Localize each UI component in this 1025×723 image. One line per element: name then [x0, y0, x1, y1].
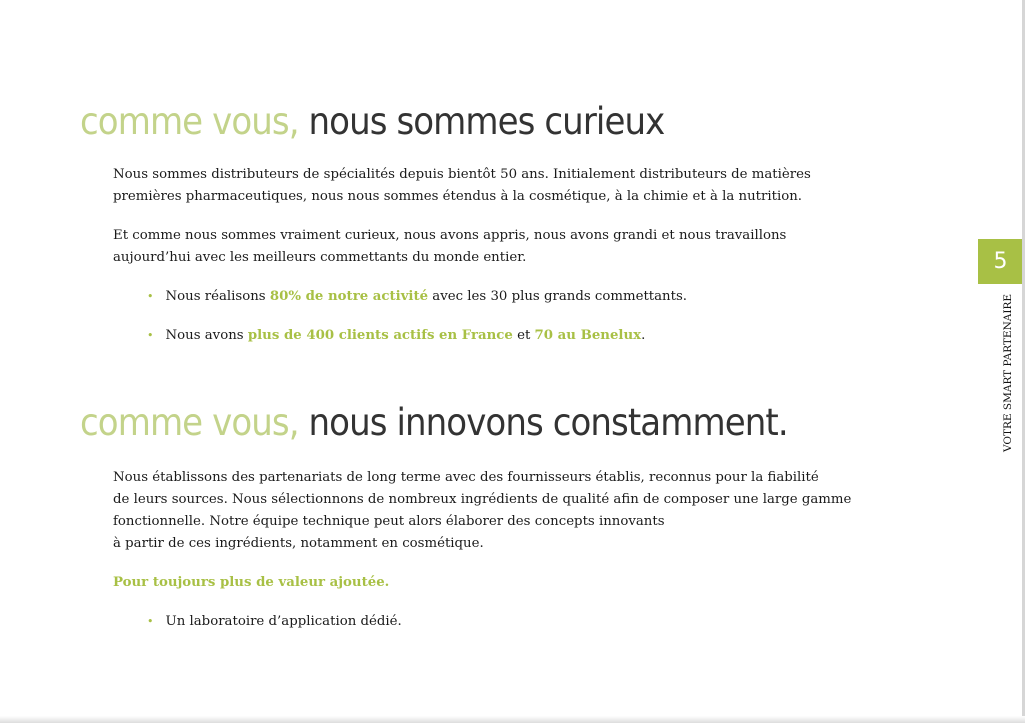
highlight: 80% de notre activité	[269, 289, 429, 304]
text-line: premières pharmaceutiques, nous nous sommes étendus à la cosmétique, à la chimie et à la nutrition.	[113, 189, 803, 204]
bullet-item	[147, 614, 402, 629]
page-number-badge: 5	[978, 239, 1023, 284]
side-label: VOTRE SMART PARTENAIRE	[1002, 293, 1014, 452]
bullet-item	[147, 328, 645, 343]
section2-highlight: Pour toujours plus de valeur ajoutée.	[113, 575, 390, 590]
text-line: Nous établissons des partenariats de long terme avec des fournisseurs établis, reconnus pour la fiabilité	[113, 470, 819, 485]
text: Un laboratoire d’application dédié.	[165, 614, 402, 629]
section1-title	[80, 100, 664, 143]
text-line: Et comme nous sommes vraiment curieux, nous avons appris, nous avons grandi et nous travaillons	[113, 228, 787, 243]
highlight: 70 au Benelux	[534, 328, 642, 343]
section1-para1	[113, 164, 873, 208]
text-line: fonctionnelle. Notre équipe technique peut alors élaborer des concepts innovants	[113, 514, 665, 529]
title-accent: comme vous,	[80, 401, 299, 444]
page-bottom-shadow	[0, 716, 1025, 723]
highlight: plus de 400 clients actifs en France	[247, 328, 513, 343]
text-line: Nous sommes distributeurs de spécialités depuis bientôt 50 ans. Initialement distributeurs de matières	[113, 167, 811, 182]
text: Nous avons	[165, 328, 248, 343]
text: avec les 30 plus grands commettants.	[428, 289, 688, 304]
section1-para2	[113, 225, 873, 269]
section2-title	[80, 401, 788, 444]
bullet-icon: •	[147, 615, 154, 628]
bullet-item	[147, 289, 687, 304]
text-line: aujourd’hui avec les meilleurs commettants du monde entier.	[113, 250, 527, 265]
bullet-icon: •	[147, 290, 154, 303]
bullet-icon: •	[147, 329, 154, 342]
title-main: nous sommes curieux	[308, 100, 665, 143]
section2-para	[113, 467, 873, 555]
text: et	[512, 328, 535, 343]
text: .	[641, 328, 646, 343]
text: Nous réalisons	[165, 289, 270, 304]
text-line: à partir de ces ingrédients, notamment en cosmétique.	[113, 536, 484, 551]
title-main: nous innovons constamment.	[308, 401, 788, 444]
title-accent: comme vous,	[80, 100, 299, 143]
text-line: de leurs sources. Nous sélectionnons de nombreux ingrédients de qualité afin de composer une large gamme	[113, 492, 852, 507]
